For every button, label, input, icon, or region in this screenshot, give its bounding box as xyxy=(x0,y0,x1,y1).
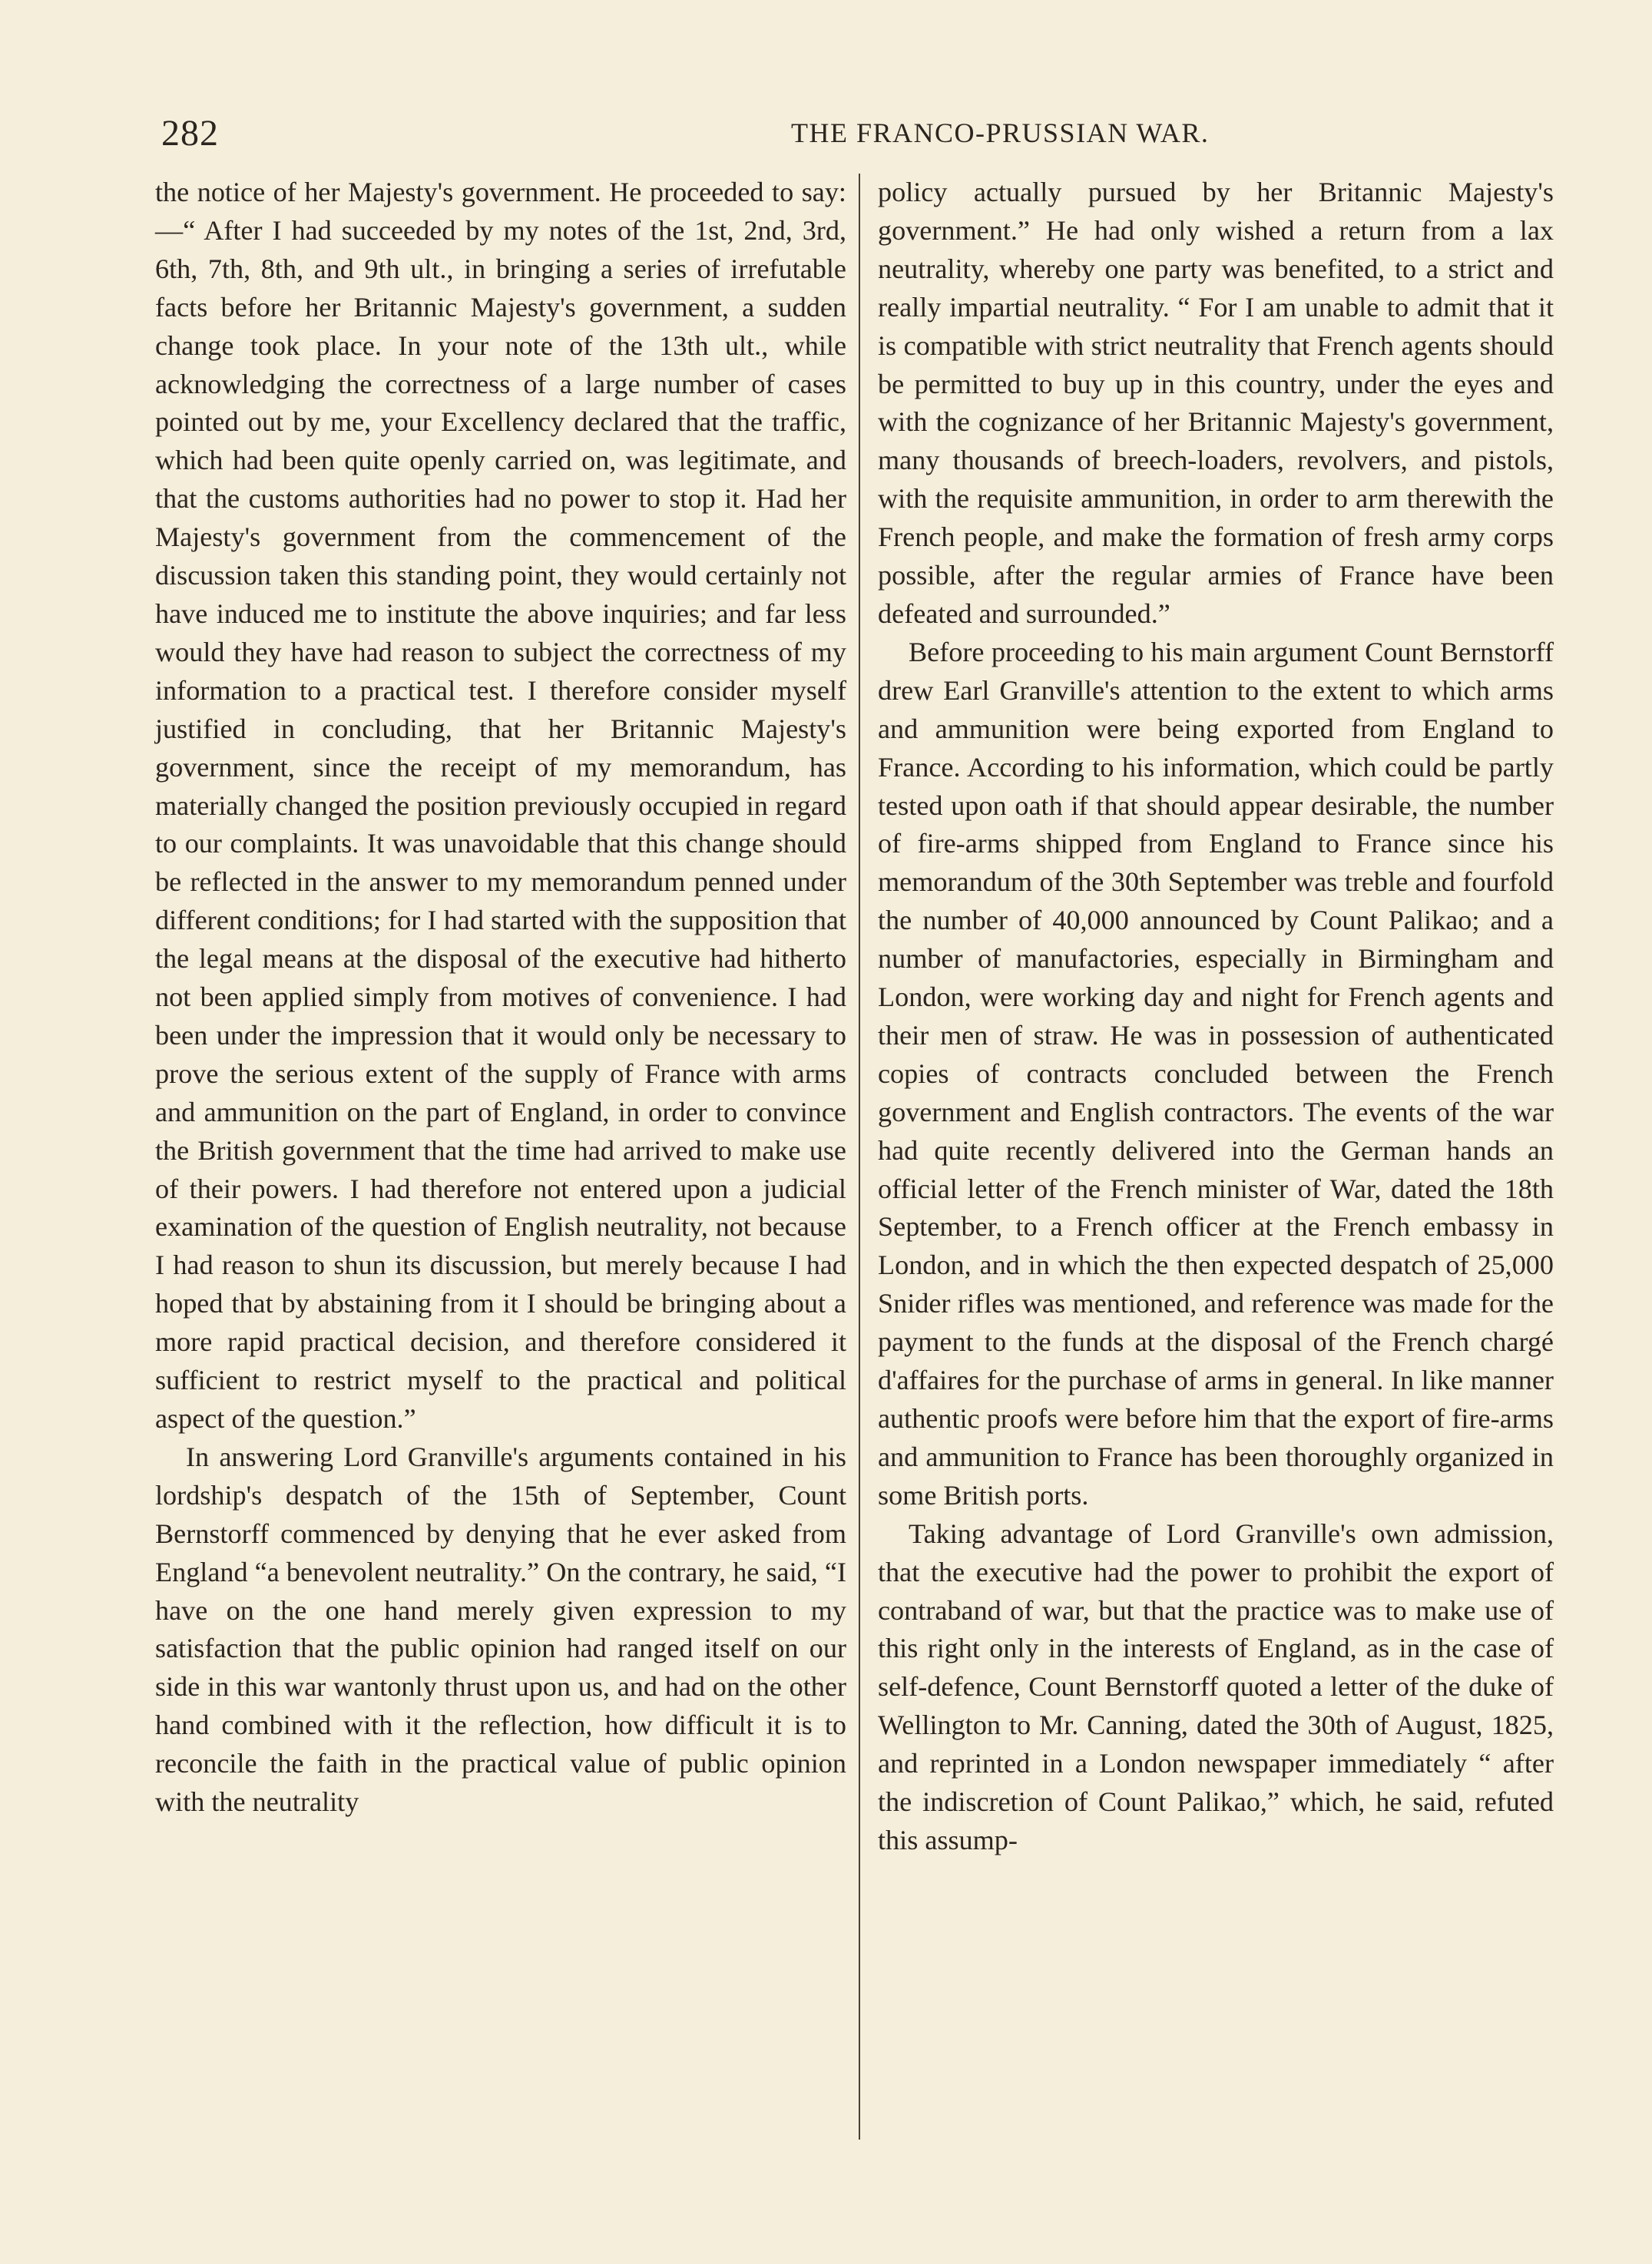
paragraph: In answering Lord Granville's arguments contained in his lordship's despatch of the 15th of September, Count Bernstorff commenced by denying that he ever asked from England “a benevolent neutrality.” On the contrary, he said, “I have on the one hand merely given expression to my satisfaction that the public opinion had ranged itself on our side in this war wantonly thrust upon us, and had on the other hand combined with it the reflection, how difficult it is to reconcile the faith in the practical value of public opinion with the neutrality xyxy=(155,1441,846,1818)
paragraph: Taking advantage of Lord Granville's own admission, that the executive had the power to prohibit the export of contraband of war, but that the practice was to make use of this right only in the interests of England, as in the case of self-defence, Count Bernstorff quoted a letter of the duke of Wellington to Mr. Canning, dated the 30th of August, 1825, and reprinted in a London newspaper immediately “ after the indiscretion of Count Palikao,” which, he said, refuted this assump- xyxy=(878,1518,1554,1855)
page-number: 282 xyxy=(161,113,219,154)
column-divider xyxy=(859,174,860,2140)
right-column xyxy=(878,174,1554,1860)
paragraph: the notice of her Majesty's government. He proceeded to say:—“ After I had succeeded by my notes of the 1st, 2nd, 3rd, 6th, 7th, 8th, and 9th ult., in bringing a series of irrefutable facts before her Britannic Majesty's government, a sudden change took place. In your note of the 13th ult., while acknowledging the correctness of a large number of cases pointed out by me, your Excellency declared that the traffic, which had been quite openly carried on, was legitimate, and that the customs authorities had no power to stop it. Had her Majesty's government from the commencement of the discussion taken this standing point, they would certainly not have induced me to institute the above inquiries; and far less would they have had reason to subject the correctness of my information to a practical test. I therefore consider myself justified in concluding, that her Britannic Majesty's government, since the receipt of my memorandum, has materially changed the position previously occupied in regard to our complaints. It was unavoidable that this change should be reflected in the answer to my memorandum penned under different conditions; for I had started with the supposition that the legal means at the disposal of the executive had hitherto not been applied simply from motives of convenience. I had been under the impression that it would only be necessary to prove the serious extent of the supply of France with arms and ammunition on the part of England, in order to convince the British government that the time had arrived to make use of their powers. I had therefore not entered upon a judicial examination of the question of English neutrality, not because I had reason to shun its discussion, but merely because I had hoped that by abstaining from it I should be bringing about a more rapid practical decision, and therefore considered it sufficient to restrict myself to the practical and political aspect of the question.” xyxy=(155,177,846,1434)
running-title: THE FRANCO-PRUSSIAN WAR. xyxy=(791,118,1210,148)
page-header xyxy=(161,112,1544,166)
paragraph: policy actually pursued by her Britannic Majesty's government.” He had only wished a return from a lax neutrality, whereby one party was benefited, to a strict and really impartial neutrality. “ For I am unable to admit that it is compatible with strict neutrality that French agents should be permitted to buy up in this country, under the eyes and with the cognizance of her Britannic Majesty's government, many thousands of breech-loaders, revolvers, and pistols, with the requisite ammunition, in order to arm therewith the French people, and make the formation of fresh army corps possible, after the regular armies of France have been defeated and surrounded.” xyxy=(878,177,1554,629)
left-column xyxy=(155,174,846,1822)
paragraph: Before proceeding to his main argument Count Bernstorff drew Earl Granville's attention to the extent to which arms and ammunition were being exported from England to France. According to his information, which could be partly tested upon oath if that should appear desirable, the number of fire-arms shipped from England to France since his memorandum of the 30th September was treble and fourfold the number of 40,000 announced by Count Palikao; and a number of manufactories, especially in Birmingham and London, were working day and night for French agents and their men of straw. He was in possession of authenticated copies of contracts concluded between the French government and English contractors. The events of the war had quite recently delivered into the German hands an official letter of the French minister of War, dated the 18th September, to a French officer at the French embassy in London, and in which the then expected despatch of 25,000 Snider rifles was mentioned, and reference was made for the payment to the funds at the disposal of the French chargé d'affaires for the purchase of arms in general. In like manner authentic proofs were before him that the export of fire-arms and ammunition to France has been thoroughly organized in some British ports. xyxy=(878,636,1554,1511)
